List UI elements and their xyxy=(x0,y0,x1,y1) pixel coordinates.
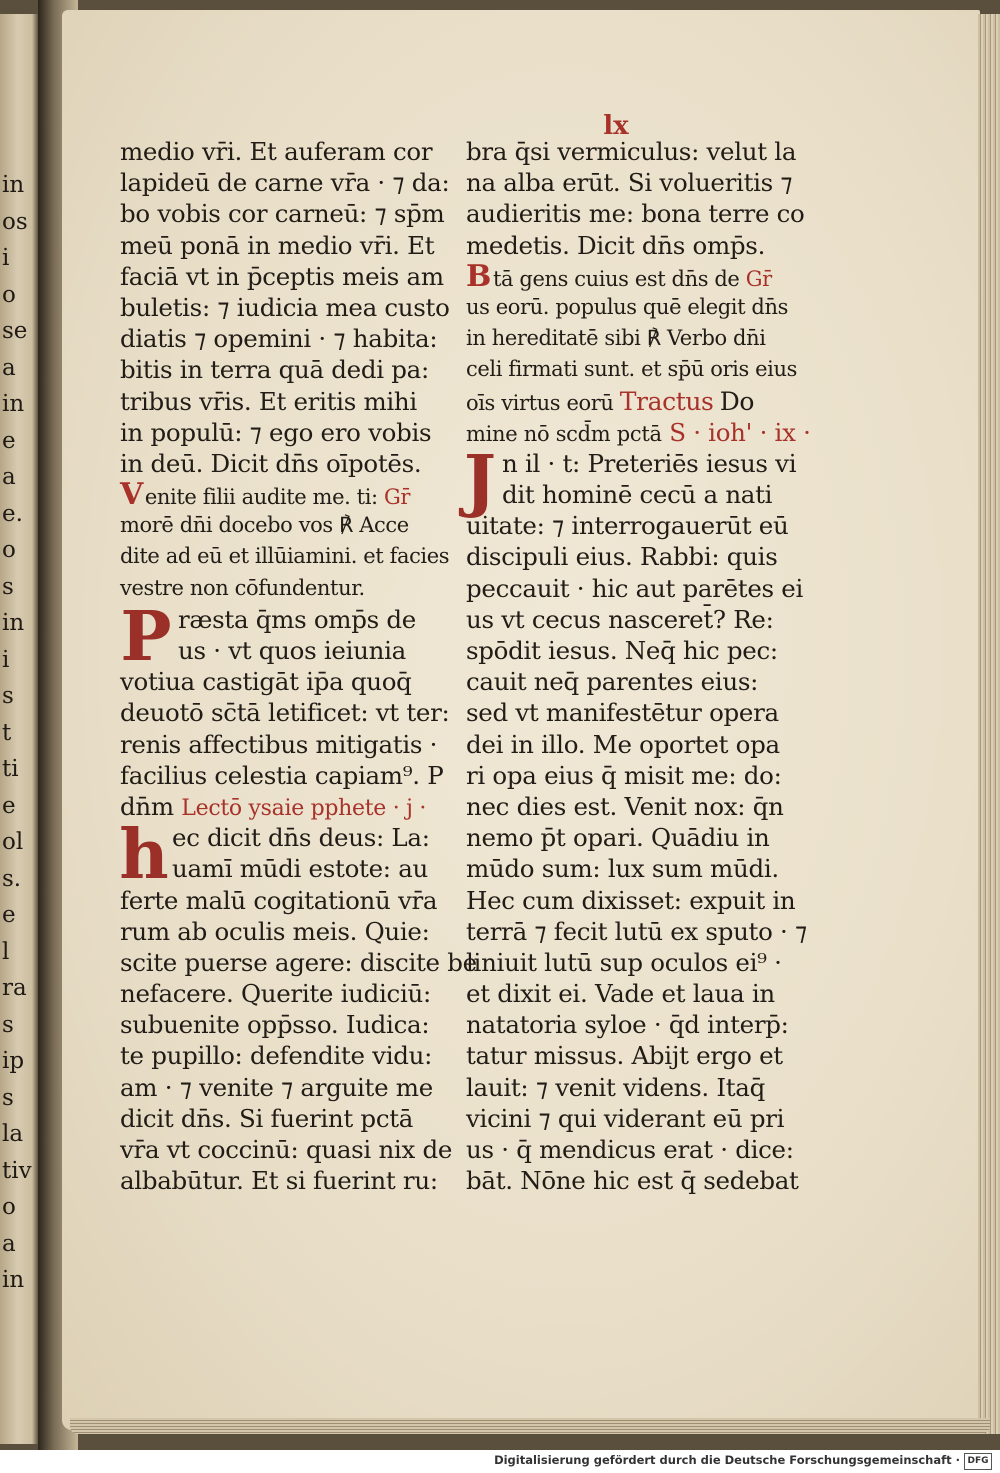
text-line: subuenite opp̄sso. Iudica: xyxy=(120,1010,430,1040)
venite-rubric: Gr̄ xyxy=(383,485,410,510)
lectio-rubric: Lectō ysaie pphete · j · xyxy=(181,795,427,821)
tractus-text: Do xyxy=(719,386,755,416)
venite-initial: V xyxy=(120,477,143,513)
text-line: te pupillo: defendite vidu: xyxy=(120,1041,433,1071)
text-line: albabūtur. Et si fuerint ru: xyxy=(120,1166,438,1196)
text-line: dicit dn̄s. Si fuerint pctā xyxy=(120,1103,414,1133)
left-margin-fragment: in xyxy=(2,172,25,198)
text-line: sed vt manifestētur opera xyxy=(466,698,779,728)
beata-initial: B xyxy=(466,258,491,294)
left-margin-fragment: s xyxy=(2,683,14,709)
left-margin-fragment: ti xyxy=(2,756,19,782)
text-line: in populū: ⁊ ego ero vobis xyxy=(120,417,432,447)
left-margin-fragment: s. xyxy=(2,865,22,892)
text-line: rum ab oculis meis. Quie: xyxy=(120,916,430,946)
text-line: ri opa eius q̄ misit me: do: xyxy=(466,760,782,790)
left-margin-fragment: e xyxy=(2,902,16,928)
text-line: scite puerse agere: discite be xyxy=(120,947,477,977)
text-line: bo vobis cor carneū: ⁊ sp̄m xyxy=(120,199,445,229)
text-line: medetis. Dicit dn̄s omp̄s. xyxy=(466,230,766,260)
venite-text: enite filii audite me. ti: xyxy=(144,485,378,510)
domine-text: mine nō scd̄m pctā xyxy=(466,421,662,446)
in-illo-block xyxy=(463,440,806,521)
text-line: am · ⁊ venite ⁊ arguite me xyxy=(120,1072,433,1102)
left-margin-fragment: l xyxy=(2,938,10,965)
text-line: bra q̄si vermiculus: velut la xyxy=(466,137,797,166)
text-line: vr̄a vt coccinū: quasi nix de xyxy=(120,1135,453,1164)
text-line: us · vt quos ieiunia xyxy=(178,636,406,665)
left-margin-fragment: ip xyxy=(2,1048,25,1074)
left-margin-fragment: ra xyxy=(2,975,27,1001)
in-initial: J xyxy=(463,440,497,521)
page-bottom-edge xyxy=(70,1418,990,1434)
left-margin-fragment: e xyxy=(2,792,16,819)
text-line: na alba erūt. Si volueritis ⁊ xyxy=(466,168,793,198)
text-line: uamī mūdi estote: au xyxy=(172,854,428,884)
footer-credit: Digitalisierung gefördert durch die Deutsche Forschungsgemeinschaft · xyxy=(494,1453,960,1467)
left-margin-fragment: tiv xyxy=(2,1157,32,1184)
text-line: diatis ⁊ opemini · ⁊ habita: xyxy=(120,324,438,354)
folio-number: lx xyxy=(603,111,629,141)
left-margin-fragment: s xyxy=(2,1011,14,1038)
text-line: bitis in terra quā dedi pa: xyxy=(120,355,429,385)
right-text-column xyxy=(463,136,811,1196)
text-line: ec dicit dn̄s deus: La: xyxy=(172,823,430,853)
text-line: uitate: ⁊ interrogauerūt eū xyxy=(466,511,789,541)
text-line: facilius celestia capiam⁹. P xyxy=(120,760,444,790)
text-line: buletis: ⁊ iudicia mea custo xyxy=(120,292,450,322)
footer-bar xyxy=(0,1450,1000,1473)
text-line: in hereditatē sibi ℟ Verbo dn̄i xyxy=(466,326,766,351)
text-line: renis affectibus mitigatis · xyxy=(120,729,438,759)
text-line: dite ad eū et illūiamini. et facies xyxy=(120,544,450,569)
dfg-logo: DFG xyxy=(964,1453,992,1470)
left-margin-fragment: in xyxy=(2,610,25,636)
venite-line xyxy=(120,477,460,513)
text-line: audieritis me: bona terre co xyxy=(466,199,805,229)
text-line: cauit neq̄ parentes eius: xyxy=(466,667,759,697)
domine-line xyxy=(466,417,811,448)
text-line: medio vr̄i. Et auferam cor xyxy=(120,137,433,166)
text-line: discipuli eius. Rabbi: quis xyxy=(466,542,778,572)
left-margin-fragment: a xyxy=(2,464,16,490)
text-line: ræsta q̄ms omp̄s de xyxy=(178,604,416,634)
text-line: natatoria syloe · q̄d interp̄: xyxy=(466,1010,789,1040)
dnm-lectio-line xyxy=(120,791,460,822)
left-margin-fragment: e. xyxy=(2,500,23,527)
text-line: in deū. Dicit dn̄s oīpotēs. xyxy=(120,448,422,478)
text-line: ferte malū cogitationū vr̄a xyxy=(120,885,438,915)
left-margin-fragment: in xyxy=(2,391,25,417)
text-line: mūdo sum: lux sum mūdi. xyxy=(466,854,779,884)
tractus-line xyxy=(466,386,806,417)
beata-text: tā gens cuius est dn̄s de xyxy=(492,266,740,291)
beata-line xyxy=(466,258,806,294)
text-line: us eorū. populus quē elegit dn̄s xyxy=(466,294,788,319)
text-line: vestre non cōfundentur. xyxy=(120,575,365,600)
left-margin-fragment: t xyxy=(2,719,12,746)
text-line: dei in illo. Me oportet opa xyxy=(466,729,780,759)
text-line: celi firmati sunt. et sp̄ū oris eius xyxy=(466,357,797,382)
text-line: lauit: ⁊ venit videns. Itaq̄ xyxy=(466,1072,765,1102)
left-margin-fragment: a xyxy=(2,1230,16,1257)
text-line: nefacere. Querite iudiciū: xyxy=(120,979,431,1009)
left-margin-fragment: e xyxy=(2,427,16,454)
text-line: oīs virtus eorū xyxy=(466,390,614,415)
text-line: nemo p̄t opari. Quādiu in xyxy=(466,823,770,853)
text-line: nec dies est. Venit nox: q̄n xyxy=(466,791,784,821)
left-page-edge xyxy=(0,14,40,1444)
text-line: vicini ⁊ qui viderant eū pri xyxy=(466,1103,785,1133)
left-margin-fragment: i xyxy=(2,646,10,673)
left-margin-fragment: s xyxy=(2,1084,14,1111)
evangelium-rubric: S · ioh' · ix · xyxy=(669,417,811,447)
text-line: peccauit · hic aut parētes ei xyxy=(466,573,804,603)
text-line: spōdit iesus. Neq̄ hic pec: xyxy=(466,636,778,665)
text-line: deuotō sc̄tā letificet: vt ter: xyxy=(120,698,450,728)
left-margin-fragment: o xyxy=(2,281,16,308)
text-line: meū ponā in medio vr̄i. Et xyxy=(120,230,435,260)
left-margin-fragment: in xyxy=(2,1267,25,1293)
dnm-text: dn̄m xyxy=(120,791,174,821)
text-line: terrā ⁊ fecit lutū ex sputo · ⁊ xyxy=(466,916,807,946)
left-margin-fragment: s xyxy=(2,573,14,600)
left-margin-fragment: se xyxy=(2,318,28,344)
beata-rubric: Gr̄ xyxy=(745,266,772,291)
praesta-initial: P xyxy=(120,596,172,677)
page-fore-edge xyxy=(978,14,1000,1434)
text-line: Hec cum dixisset: expuit in xyxy=(466,885,796,915)
text-line: morē dn̄i docebo vos ℟ Acce xyxy=(120,513,409,538)
text-line: faciā vt in p̄ceptis meis am xyxy=(120,261,444,291)
text-line: tatur missus. Abijt ergo et xyxy=(466,1041,783,1071)
left-margin-fragment: la xyxy=(2,1121,24,1147)
text-line: dit hominē cecū a nati xyxy=(502,480,773,510)
haec-initial: h xyxy=(119,815,169,896)
text-line: n il · t: Preteriēs iesus vi xyxy=(502,448,797,478)
praesta-block xyxy=(120,596,460,677)
haec-block xyxy=(119,815,460,896)
left-margin-fragment: os xyxy=(2,208,28,235)
left-margin-fragment: a xyxy=(2,354,16,381)
left-text-column xyxy=(119,136,477,1196)
text-line: votiua castigāt ip̄a quoq̄ xyxy=(120,667,412,697)
text-line: liniuit lutū sup oculos ei⁹ · xyxy=(466,947,782,977)
left-margin-fragment: o xyxy=(2,537,16,563)
left-margin-fragment: i xyxy=(2,245,10,271)
text-line: lapideū de carne vr̄a · ⁊ da: xyxy=(120,168,450,198)
text-line: bāt. Nōne hic est q̄ sedebat xyxy=(466,1166,799,1196)
text-line: us · q̄ mendicus erat · dice: xyxy=(466,1135,794,1164)
text-line: us vt cecus nasceret̄? Re: xyxy=(466,604,774,634)
left-margin-fragment: o xyxy=(2,1194,16,1220)
left-margin-fragment: ol xyxy=(2,829,24,855)
tractus-rubric: Tractus xyxy=(619,386,714,416)
text-line: et dixit ei. Vade et laua in xyxy=(466,979,775,1009)
text-line: tribus vr̄is. Et eritis mihi xyxy=(120,386,417,416)
